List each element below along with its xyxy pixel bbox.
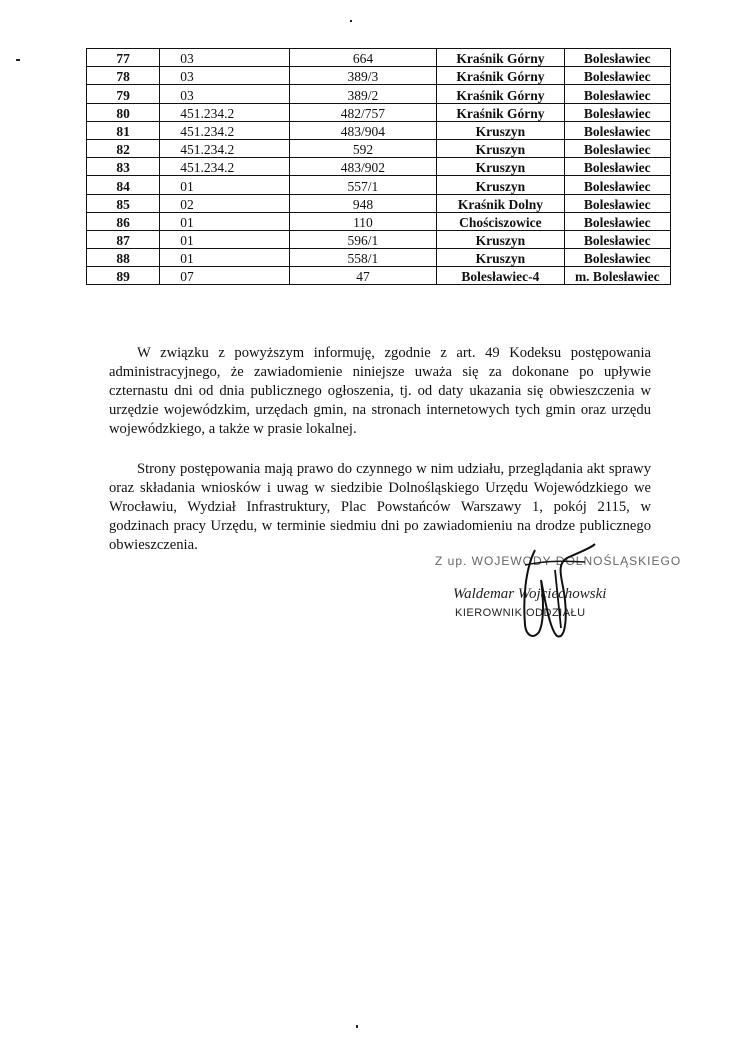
table-row bbox=[87, 176, 671, 194]
cell-dzialka: 389/2 bbox=[289, 85, 437, 103]
table-row bbox=[87, 230, 671, 248]
cell-dzialka: 483/902 bbox=[289, 158, 437, 176]
paragraph-notice bbox=[109, 344, 651, 439]
cell-obreb: 01 bbox=[160, 249, 289, 267]
cell-gmina: Bolesławiec bbox=[564, 212, 670, 230]
table-row bbox=[87, 67, 671, 85]
cell-obreb-name: Kruszyn bbox=[437, 230, 564, 248]
parcel-table-body bbox=[87, 49, 671, 285]
cell-dzialka: 664 bbox=[289, 49, 437, 67]
cell-gmina: Bolesławiec bbox=[564, 194, 670, 212]
cell-obreb-name: Bolesławiec-4 bbox=[437, 267, 564, 285]
cell-obreb: 01 bbox=[160, 212, 289, 230]
cell-lp: 85 bbox=[87, 194, 160, 212]
table-row bbox=[87, 103, 671, 121]
cell-obreb-name: Kraśnik Dolny bbox=[437, 194, 564, 212]
cell-obreb: 03 bbox=[160, 49, 289, 67]
cell-gmina: Bolesławiec bbox=[564, 49, 670, 67]
cell-obreb-name: Kraśnik Górny bbox=[437, 49, 564, 67]
cell-lp: 80 bbox=[87, 103, 160, 121]
cell-dzialka: 47 bbox=[289, 267, 437, 285]
cell-dzialka: 110 bbox=[289, 212, 437, 230]
table-row bbox=[87, 139, 671, 157]
cell-obreb-name: Kruszyn bbox=[437, 176, 564, 194]
cell-lp: 78 bbox=[87, 67, 160, 85]
table-row bbox=[87, 85, 671, 103]
cell-lp: 84 bbox=[87, 176, 160, 194]
paragraph-notice-text: W związku z powyższym informuję, zgodnie z art. 49 Kodeksu postępowania administracyjnego, że zawiadomienie niniejsze uważa się za dokonane po upływie czternastu dni od dnia publicznego ogłoszenia, tj. od daty ukazania się obwieszczenia w urzędzie wojewódzkim, urzędach gmin, na stronach internetowych tych gmin oraz urzędu wojewódzkiego, a także w prasie lokalnej. bbox=[109, 345, 651, 437]
paragraph-rights-text: Strony postępowania mają prawo do czynnego w nim udziału, przeglądania akt sprawy oraz składania wniosków i uwag w siedzibie Dolnośląskiego Urzędu Wojewódzkiego we Wrocławiu, Wydział Infrastruktury, Plac Powstańców Warszawy 1, pokój 2115, w godzinach pracy Urzędu, w terminie siedmiu dni po zawiadomieniu na drodze publicznego obwieszczenia. bbox=[109, 461, 651, 553]
cell-gmina: Bolesławiec bbox=[564, 230, 670, 248]
cell-gmina: Bolesławiec bbox=[564, 158, 670, 176]
scan-speck bbox=[356, 1025, 358, 1028]
cell-lp: 89 bbox=[87, 267, 160, 285]
cell-obreb-name: Kruszyn bbox=[437, 121, 564, 139]
cell-lp: 88 bbox=[87, 249, 160, 267]
cell-obreb-name: Kruszyn bbox=[437, 158, 564, 176]
cell-obreb: 01 bbox=[160, 176, 289, 194]
cell-obreb-name: Chościszowice bbox=[437, 212, 564, 230]
table-row bbox=[87, 212, 671, 230]
cell-lp: 87 bbox=[87, 230, 160, 248]
handwritten-signature-icon bbox=[495, 540, 605, 645]
cell-obreb: 451.234.2 bbox=[160, 139, 289, 157]
cell-lp: 86 bbox=[87, 212, 160, 230]
scan-speck bbox=[16, 59, 20, 61]
cell-dzialka: 596/1 bbox=[289, 230, 437, 248]
cell-lp: 82 bbox=[87, 139, 160, 157]
cell-obreb: 451.234.2 bbox=[160, 121, 289, 139]
cell-obreb: 01 bbox=[160, 230, 289, 248]
table-row bbox=[87, 121, 671, 139]
cell-gmina: Bolesławiec bbox=[564, 121, 670, 139]
signature-stamp bbox=[425, 540, 685, 650]
cell-gmina: Bolesławiec bbox=[564, 103, 670, 121]
stamp-signatory-role: KIEROWNIK ODDZIAŁU bbox=[455, 607, 586, 619]
cell-obreb: 07 bbox=[160, 267, 289, 285]
cell-obreb: 03 bbox=[160, 85, 289, 103]
stamp-header: Z up. WOJEWODY DOLNOŚLĄSKIEGO bbox=[435, 554, 682, 568]
table-row bbox=[87, 49, 671, 67]
cell-obreb-name: Kruszyn bbox=[437, 139, 564, 157]
cell-gmina: Bolesławiec bbox=[564, 139, 670, 157]
scan-speck bbox=[350, 20, 352, 22]
cell-dzialka: 592 bbox=[289, 139, 437, 157]
cell-gmina: m. Bolesławiec bbox=[564, 267, 670, 285]
table-row bbox=[87, 158, 671, 176]
cell-gmina: Bolesławiec bbox=[564, 67, 670, 85]
cell-lp: 77 bbox=[87, 49, 160, 67]
table-row bbox=[87, 249, 671, 267]
cell-obreb-name: Kraśnik Górny bbox=[437, 103, 564, 121]
cell-obreb: 451.234.2 bbox=[160, 158, 289, 176]
cell-lp: 81 bbox=[87, 121, 160, 139]
cell-lp: 83 bbox=[87, 158, 160, 176]
cell-obreb: 02 bbox=[160, 194, 289, 212]
cell-gmina: Bolesławiec bbox=[564, 249, 670, 267]
cell-obreb-name: Kruszyn bbox=[437, 249, 564, 267]
cell-obreb-name: Kraśnik Górny bbox=[437, 67, 564, 85]
cell-dzialka: 558/1 bbox=[289, 249, 437, 267]
cell-dzialka: 483/904 bbox=[289, 121, 437, 139]
cell-obreb-name: Kraśnik Górny bbox=[437, 85, 564, 103]
table-row bbox=[87, 194, 671, 212]
cell-dzialka: 389/3 bbox=[289, 67, 437, 85]
cell-obreb: 451.234.2 bbox=[160, 103, 289, 121]
cell-dzialka: 482/757 bbox=[289, 103, 437, 121]
cell-dzialka: 948 bbox=[289, 194, 437, 212]
parcel-table bbox=[86, 48, 671, 285]
stamp-signatory-name: Waldemar Wojciechowski bbox=[453, 586, 607, 602]
table-row bbox=[87, 267, 671, 285]
cell-lp: 79 bbox=[87, 85, 160, 103]
cell-gmina: Bolesławiec bbox=[564, 85, 670, 103]
cell-dzialka: 557/1 bbox=[289, 176, 437, 194]
cell-gmina: Bolesławiec bbox=[564, 176, 670, 194]
cell-obreb: 03 bbox=[160, 67, 289, 85]
